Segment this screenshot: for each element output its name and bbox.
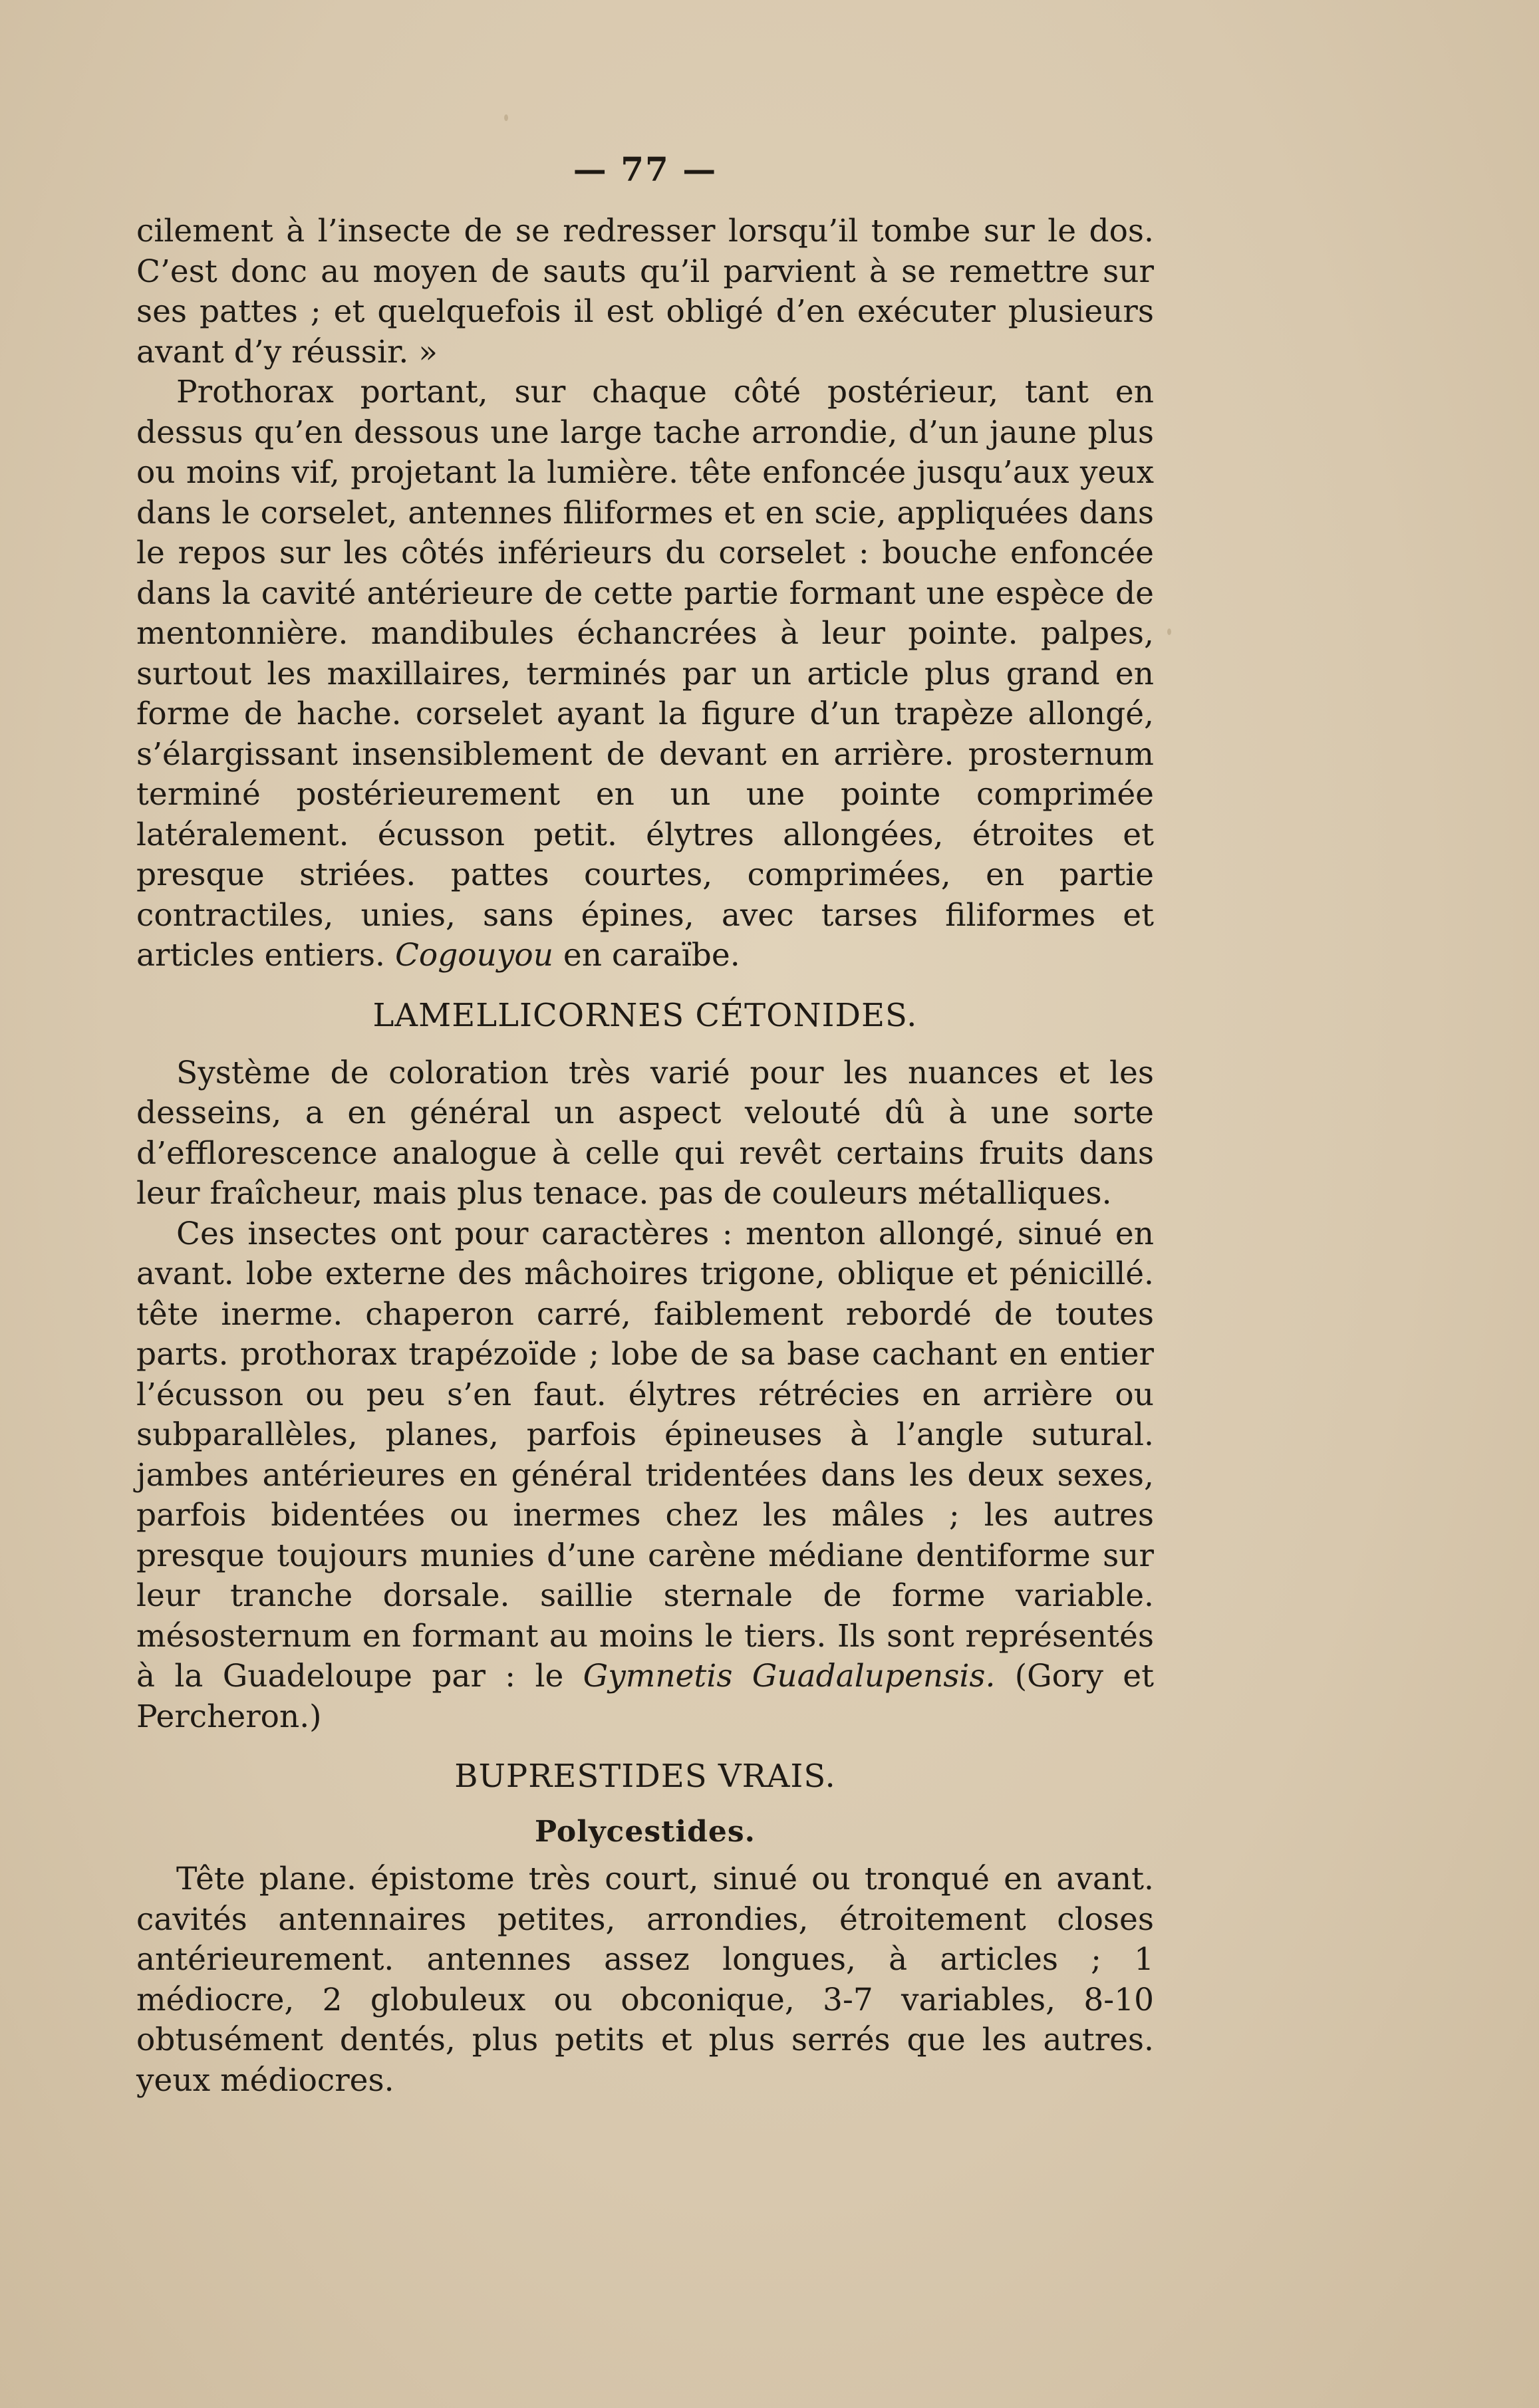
subheading-polycestides: Polycestides. <box>535 1815 756 1849</box>
paragraph-prothorax-end: en caraïbe. <box>553 937 740 974</box>
gymnetis-term: Gymnetis Guadalupensis. <box>583 1658 996 1694</box>
paragraph-caracteres-end: (Gory et Percheron.) <box>136 1658 1155 1735</box>
paragraph-prothorax <box>136 372 1154 976</box>
heading-lamellicornes: LAMELLICORNES CÉTONIDES. <box>372 996 918 1034</box>
paragraph-caracteres-text: Ces insectes ont pour caractères : menton allongé, sinué en avant. lobe externe des mâchoires trigone, oblique et pénicillé. tête inerme. chaperon carré, faiblement rebordé de toutes parts. prothorax trapézoïde ; lobe de sa base cachant en entier l’écusson ou peu s’en faut. élytres rétrécies en arrière ou subparallèles, planes, parfois épineuses à l’angle sutural. jambes antérieures en général tridentées dans les deux sexes, parfois bidentées ou inermes chez les mâles ; les autres presque toujours munies d’une carène médiane dentiforme sur leur tranche dorsale. saillie sternale de forme variable. mésosternum en formant au moins le tiers. Ils sont représentés à la Guadeloupe par : le <box>136 1215 1154 1694</box>
heading-buprestides: BUPRESTIDES VRAIS. <box>454 1758 836 1795</box>
page-text <box>136 150 1154 2101</box>
paragraph-continuation: cilement à l’insecte de se redresser lorsqu’il tombe sur le dos. C’est donc au moyen de sauts qu’il parvient à se remettre sur ses pattes ; et quelquefois il est obligé d’en exécuter plusieurs avant d’y réussir. » <box>136 213 1154 370</box>
paper-speck <box>504 114 508 121</box>
page-number: — 77 — <box>573 150 718 189</box>
paper-speck <box>1167 628 1171 635</box>
paragraph-prothorax-text: Prothorax portant, sur chaque côté postérieur, tant en dessus qu’en dessous une large tache arrondie, d’un jaune plus ou moins vif, projetant la lumière. tête enfoncée jusqu’aux yeux dans le corselet, antennes filiformes et en scie, appliquées dans le repos sur les côtés inférieurs du corselet : bouche enfoncée dans la cavité antérieure de cette partie formant une espèce de mentonnière. mandibules échancrées à leur pointe. palpes, surtout les maxillaires, terminés par un article plus grand en forme de hache. corselet ayant la figure d’un trapèze allongé, s’élargissant insensiblement de devant en arrière. prosternum terminé postérieurement en un une pointe comprimée latéralement. écusson petit. élytres allongées, étroites et presque striées. pattes courtes, comprimées, en partie contractiles, unies, sans épines, avec tarses filiformes et articles entiers. <box>136 374 1154 974</box>
paragraph-polycestides: Tête plane. épistome très court, sinué ou tronqué en avant. cavités antennaires petites, arrondies, étroitement closes antérieurement. antennes assez longues, à articles ; 1 médiocre, 2 globuleux ou obconique, 3-7 variables, 8-10 obtusément dentés, plus petits et plus serrés que les autres. yeux médiocres. <box>136 1861 1154 2099</box>
paragraph-caracteres <box>136 1214 1154 1738</box>
paragraph-coloration: Système de coloration très varié pour les nuances et les desseins, a en général un aspect velouté dû à une sorte d’efflorescence analogue à celle qui revêt certains fruits dans leur fraîcheur, mais plus tenace. pas de couleurs métalliques. <box>136 1054 1154 1212</box>
cogouyou-term: Cogouyou <box>394 937 553 974</box>
